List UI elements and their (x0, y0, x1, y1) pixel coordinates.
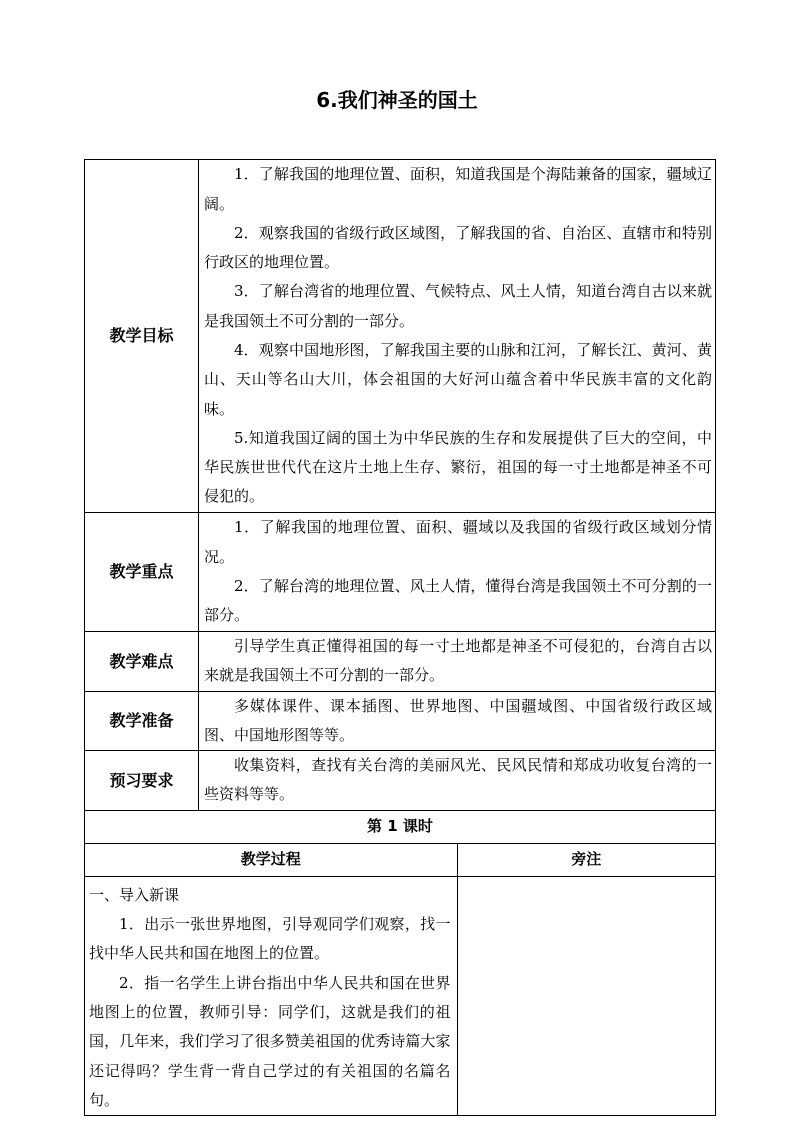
session-row (85, 810, 716, 843)
notes-cell (457, 876, 716, 1115)
lesson-plan-table (84, 159, 716, 1116)
goals-row (85, 160, 716, 513)
process-item: 2．指一名学生上讲台指出中华人民共和国在世界地图上的位置，教师引导：同学们，这就是我们的祖国，几年来，我们学习了很多赞美祖国的优秀诗篇大家还记得吗？学生背一背自己学过的有关祖国的名篇名句。 (89, 973, 451, 1109)
preview-content (199, 751, 716, 811)
difficulties-content (199, 632, 716, 692)
key-points-row (85, 513, 716, 632)
goals-label: 教学目标 (85, 160, 199, 513)
process-content (85, 876, 458, 1115)
difficulties-row (85, 632, 716, 692)
preview-text: 收集资料，查找有关台湾的美丽风光、民风民情和郑成功收复台湾的一些资料等等。 (204, 756, 712, 804)
key-point-item: 2．了解台湾的地理位置、风土人情，懂得台湾是我国领土不可分割的一部分。 (204, 577, 712, 625)
preparation-row (85, 691, 716, 751)
difficulties-text: 引导学生真正懂得祖国的每一寸土地都是神圣不可侵犯的，台湾自古以来就是我国领土不可分割的一部分。 (204, 637, 712, 685)
process-heading: 一、导入新课 (89, 885, 180, 904)
key-points-label: 教学重点 (85, 513, 199, 632)
process-item: 1．出示一张世界地图，引导观同学们观察，找一找中华人民共和国在地图上的位置。 (89, 915, 451, 963)
preview-label: 预习要求 (85, 751, 199, 811)
difficulties-label: 教学难点 (85, 632, 199, 692)
preparation-label: 教学准备 (85, 691, 199, 751)
session-label: 第 1 课时 (85, 810, 716, 843)
notes-header: 旁注 (457, 843, 716, 876)
goal-item: 3．了解台湾省的地理位置、气候特点、风土人情，知道台湾自古以来就是我国领土不可分割的一部分。 (204, 282, 712, 330)
goal-item: 1．了解我国的地理位置、面积，知道我国是个海陆兼备的国家，疆域辽阔。 (204, 165, 712, 213)
goal-item: 5.知道我国辽阔的国土为中华民族的生存和发展提供了巨大的空间，中华民族世世代代在这片土地上生存、繁衍，祖国的每一寸土地都是神圣不可侵犯的。 (204, 428, 712, 506)
preview-row (85, 751, 716, 811)
process-header: 教学过程 (85, 843, 458, 876)
goal-item: 2．观察我国的省级行政区域图，了解我国的省、自治区、直辖市和特别行政区的地理位置。 (204, 223, 712, 272)
preparation-content (199, 691, 716, 751)
goal-item: 4．观察中国地形图，了解我国主要的山脉和江河，了解长江、黄河、黄山、天山等名山大川，体会祖国的大好河山蕴含着中华民族丰富的文化韵味。 (204, 341, 712, 418)
goals-content (199, 160, 716, 513)
key-point-item: 1．了解我国的地理位置、面积、疆域以及我国的省级行政区域划分情况。 (204, 518, 712, 566)
process-row (85, 876, 716, 1115)
key-points-content (199, 513, 716, 632)
process-header-row (85, 843, 716, 876)
preparation-text: 多媒体课件、课本插图、世界地图、中国疆域图、中国省级行政区域图、中国地形图等等。 (204, 696, 712, 744)
page-title: 6.我们神圣的国土 (316, 88, 478, 112)
